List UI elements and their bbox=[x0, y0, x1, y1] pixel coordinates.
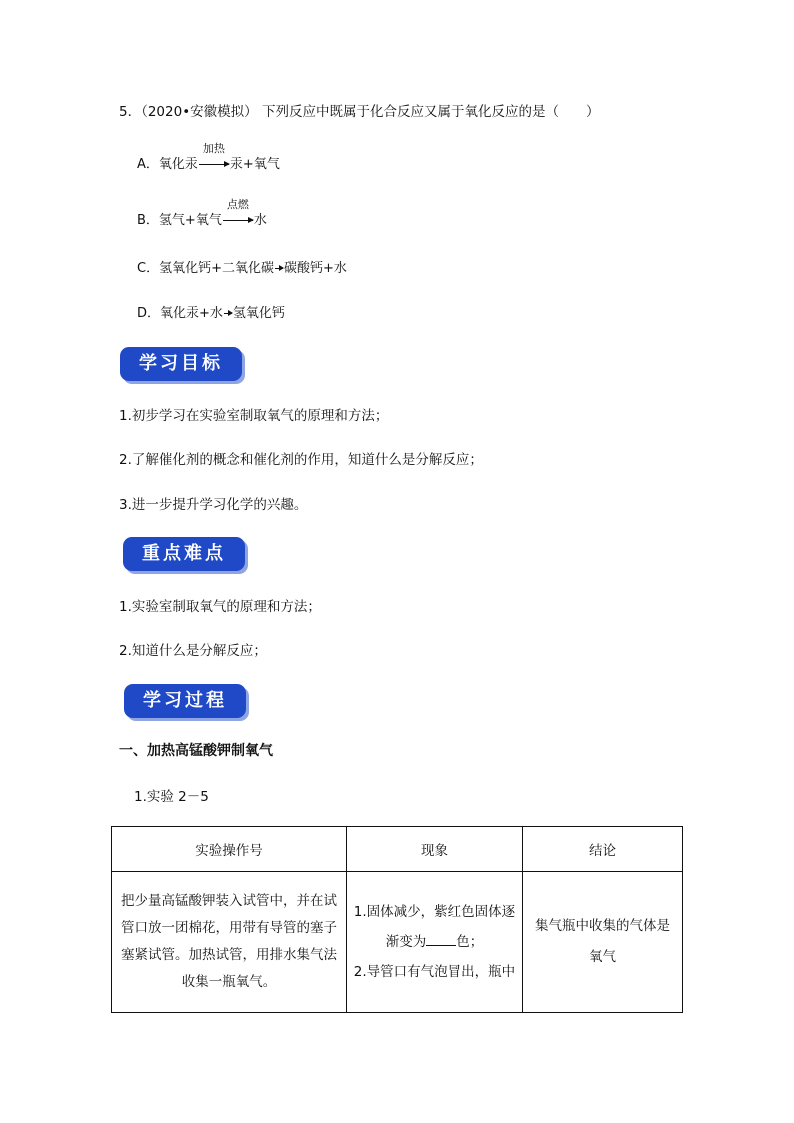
cell-line: 把少量高锰酸钾装入试管中，并在试 bbox=[121, 893, 337, 909]
column-header: 结论 bbox=[523, 827, 683, 872]
keypoints-badge: 重点难点 bbox=[123, 537, 245, 571]
cell-line bbox=[347, 927, 522, 957]
option-product: 氢氧化钙 bbox=[232, 306, 285, 321]
operation-cell bbox=[112, 872, 347, 1013]
table-header-row bbox=[112, 827, 683, 872]
cell-line: 1.固体减少，紫红色固体逐 bbox=[353, 904, 516, 920]
option-a bbox=[137, 142, 280, 175]
question-text: 下列反应中既属于化合反应又属于氧化反应的是（ ） bbox=[261, 104, 600, 120]
cell-line: 收集一瓶氧气。 bbox=[181, 974, 277, 990]
reaction-condition: 加热 bbox=[202, 142, 225, 155]
option-reactant: 氢氧化钙+二氧化碳 bbox=[159, 261, 274, 276]
question-number: 5． bbox=[119, 104, 142, 120]
part-title: 一、加热高锰酸钾制氧气 bbox=[119, 743, 273, 759]
option-c bbox=[137, 259, 347, 279]
reaction-arrow bbox=[275, 268, 283, 269]
option-reactant: 氧化汞+水 bbox=[160, 306, 223, 321]
phenomenon-cell bbox=[347, 872, 523, 1013]
option-product: 碳酸钙+水 bbox=[283, 261, 347, 276]
cell-text: 渐变为 bbox=[385, 934, 427, 950]
goal-item: 1.初步学习在实验室制取氧气的原理和方法； bbox=[119, 408, 389, 424]
cell-line: 管口放一团棉花，用带有导管的塞子 bbox=[121, 920, 337, 936]
option-reactant: 氧化汞 bbox=[158, 157, 198, 172]
goals-badge: 学习目标 bbox=[120, 347, 242, 381]
reaction-condition: 点燃 bbox=[226, 198, 249, 211]
option-letter: A． bbox=[137, 157, 159, 172]
reaction-arrow bbox=[198, 142, 230, 175]
reaction-arrow bbox=[222, 198, 254, 231]
process-badge: 学习过程 bbox=[124, 684, 246, 718]
reaction-arrow bbox=[224, 313, 232, 314]
option-letter: D． bbox=[137, 306, 161, 321]
question-source: （2020•安徽模拟） bbox=[141, 104, 258, 120]
cell-line: 2.导管口有气泡冒出，瓶中 bbox=[353, 964, 516, 980]
cell-line: 塞紧试管。加热试管，用排水集气法 bbox=[121, 947, 337, 963]
keypoint-item: 2.知道什么是分解反应； bbox=[119, 643, 267, 659]
option-reactant: 氢气+氧气 bbox=[158, 213, 222, 228]
experiment-table bbox=[111, 826, 683, 1013]
option-product: 水 bbox=[253, 213, 267, 228]
column-header: 实验操作号 bbox=[112, 827, 347, 872]
conclusion-cell bbox=[523, 872, 683, 1013]
option-d bbox=[137, 304, 285, 324]
column-header: 现象 bbox=[347, 827, 523, 872]
option-product: 汞+氧气 bbox=[229, 157, 280, 172]
fill-in-blank[interactable] bbox=[426, 931, 456, 946]
cell-line: 集气瓶中收集的气体是 bbox=[535, 918, 670, 934]
cell-text: 色； bbox=[456, 934, 484, 950]
option-letter: C． bbox=[137, 261, 160, 276]
question-5-stem bbox=[119, 102, 599, 122]
experiment-label: 1.实验 2－5 bbox=[134, 789, 209, 805]
keypoint-item: 1.实验室制取氧气的原理和方法； bbox=[119, 599, 321, 615]
goal-item: 3.进一步提升学习化学的兴趣。 bbox=[119, 497, 308, 513]
option-b bbox=[137, 198, 267, 231]
cell-line: 氧气 bbox=[589, 949, 616, 965]
option-letter: B． bbox=[137, 213, 159, 228]
goal-item: 2.了解催化剂的概念和催化剂的作用，知道什么是分解反应； bbox=[119, 452, 483, 468]
table-row bbox=[112, 872, 683, 1013]
